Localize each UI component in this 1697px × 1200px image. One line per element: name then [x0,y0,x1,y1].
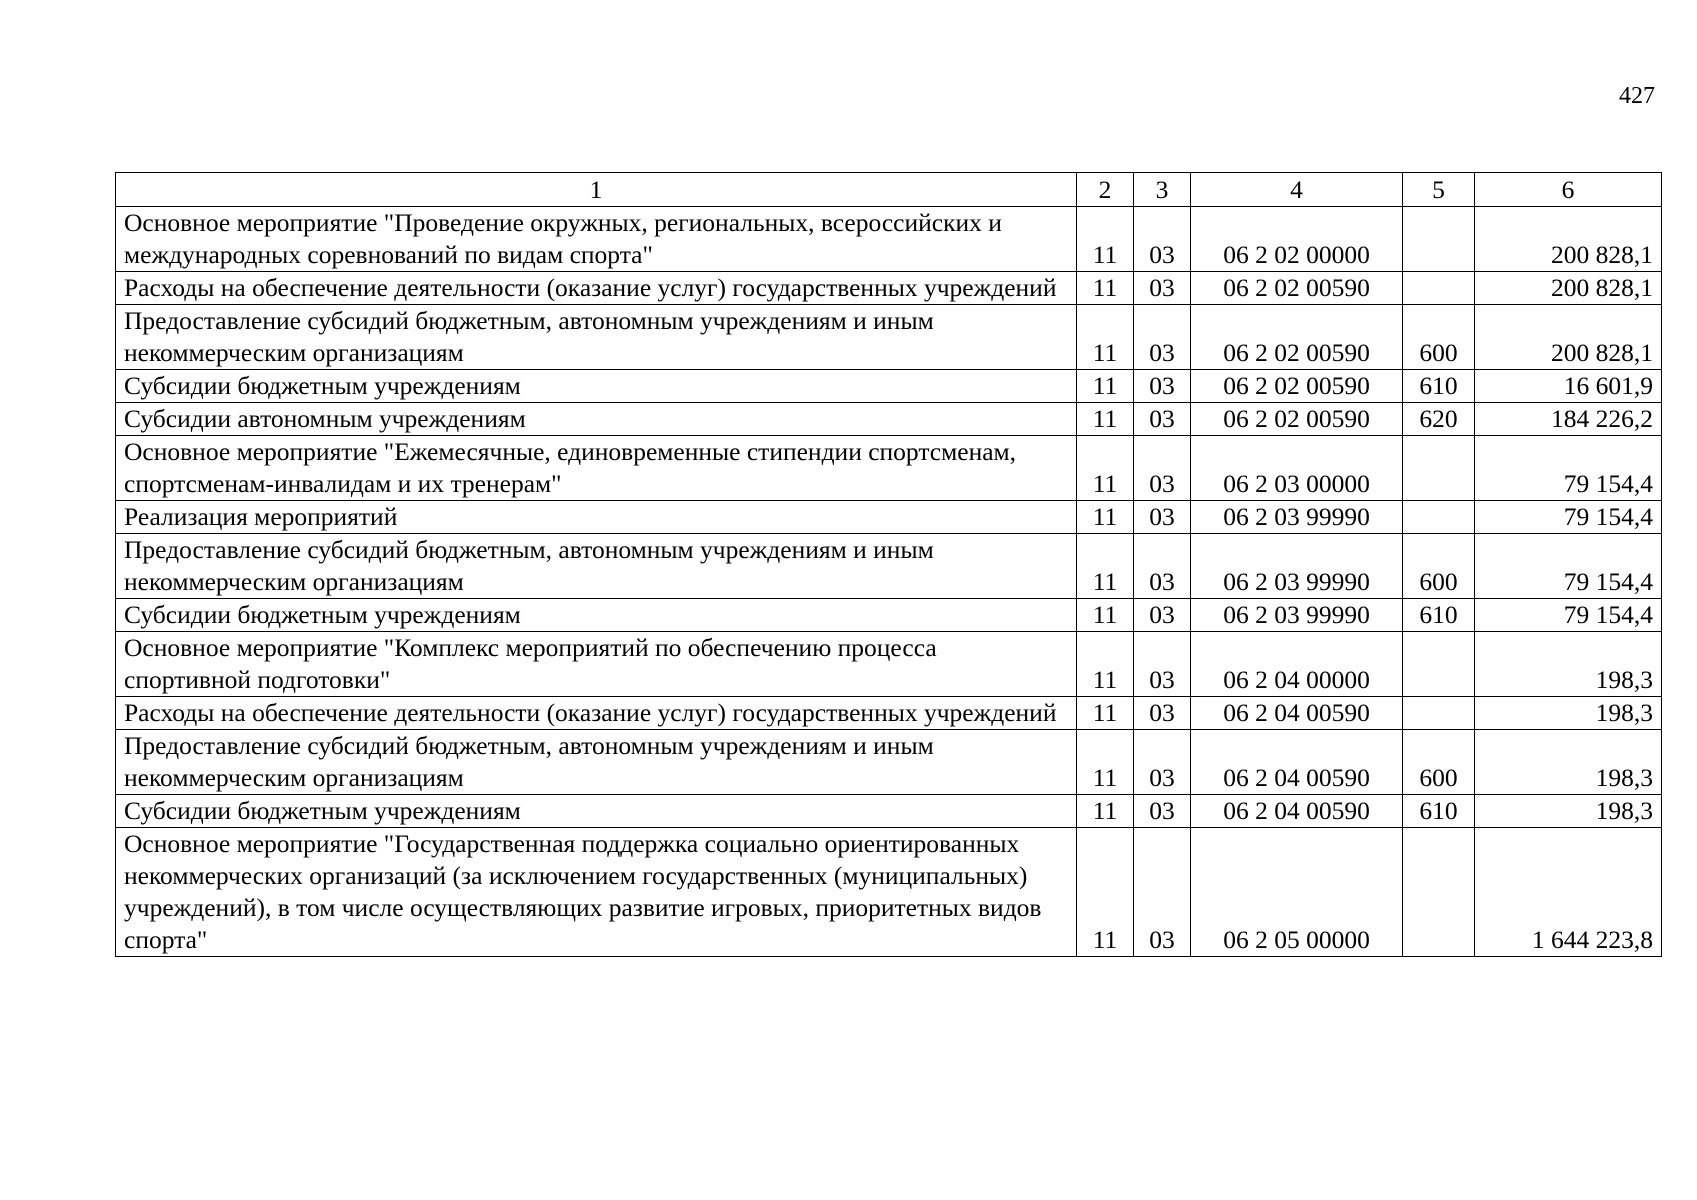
cell-subsection: 03 [1134,697,1191,730]
cell-target-code: 06 2 04 00590 [1191,730,1403,795]
column-header-1: 1 [116,173,1077,207]
cell-subsection: 03 [1134,795,1191,828]
table-header [116,173,1662,207]
table-row [116,403,1662,436]
cell-section: 11 [1077,730,1134,795]
cell-target-code: 06 2 02 00590 [1191,370,1403,403]
cell-section: 11 [1077,501,1134,534]
cell-amount: 79 154,4 [1475,534,1662,599]
cell-expense-type [1403,697,1475,730]
cell-expense-type [1403,828,1475,957]
cell-name: Субсидии бюджетным учреждениям [116,795,1077,828]
cell-name: Основное мероприятие "Государственная поддержка социально ориентированных некоммерческих организаций (за исключением государственных (муниципальных) учреждений), в том числе осуществляющих развитие игровых, приоритетных видов спорта" [116,828,1077,957]
table-row [116,207,1662,272]
column-header-2: 2 [1077,173,1134,207]
cell-amount: 184 226,2 [1475,403,1662,436]
table-body [116,207,1662,957]
cell-expense-type: 600 [1403,534,1475,599]
cell-section: 11 [1077,370,1134,403]
table-row [116,632,1662,697]
column-header-5: 5 [1403,173,1475,207]
cell-section: 11 [1077,697,1134,730]
cell-section: 11 [1077,632,1134,697]
table-row [116,534,1662,599]
cell-expense-type: 610 [1403,795,1475,828]
cell-section: 11 [1077,599,1134,632]
cell-target-code: 06 2 03 99990 [1191,501,1403,534]
cell-name: Основное мероприятие "Ежемесячные, единовременные стипендии спортсменам, спортсменам-инвалидам и их тренерам" [116,436,1077,501]
cell-section: 11 [1077,534,1134,599]
cell-name: Субсидии автономным учреждениям [116,403,1077,436]
cell-name: Предоставление субсидий бюджетным, автономным учреждениям и иным некоммерческим организациям [116,730,1077,795]
table-row [116,697,1662,730]
cell-subsection: 03 [1134,403,1191,436]
cell-target-code: 06 2 05 00000 [1191,828,1403,957]
cell-subsection: 03 [1134,305,1191,370]
cell-expense-type: 620 [1403,403,1475,436]
cell-section: 11 [1077,795,1134,828]
cell-target-code: 06 2 02 00590 [1191,403,1403,436]
cell-expense-type: 610 [1403,370,1475,403]
cell-section: 11 [1077,828,1134,957]
cell-target-code: 06 2 04 00590 [1191,697,1403,730]
cell-amount: 16 601,9 [1475,370,1662,403]
cell-subsection: 03 [1134,632,1191,697]
table-row [116,370,1662,403]
page-number: 427 [1619,83,1655,109]
cell-name: Реализация мероприятий [116,501,1077,534]
cell-amount: 79 154,4 [1475,436,1662,501]
cell-expense-type [1403,632,1475,697]
table-row [116,795,1662,828]
cell-name: Предоставление субсидий бюджетным, автономным учреждениям и иным некоммерческим организациям [116,305,1077,370]
cell-name: Расходы на обеспечение деятельности (оказание услуг) государственных учреждений [116,272,1077,305]
cell-amount: 198,3 [1475,697,1662,730]
header-row [116,173,1662,207]
cell-target-code: 06 2 04 00000 [1191,632,1403,697]
cell-amount: 200 828,1 [1475,305,1662,370]
cell-name: Расходы на обеспечение деятельности (оказание услуг) государственных учреждений [116,697,1077,730]
cell-name: Основное мероприятие "Комплекс мероприятий по обеспечению процесса спортивной подготовки" [116,632,1077,697]
cell-subsection: 03 [1134,599,1191,632]
cell-subsection: 03 [1134,828,1191,957]
cell-section: 11 [1077,436,1134,501]
table-row [116,436,1662,501]
cell-target-code: 06 2 03 99990 [1191,534,1403,599]
cell-amount: 1 644 223,8 [1475,828,1662,957]
cell-subsection: 03 [1134,730,1191,795]
cell-amount: 198,3 [1475,795,1662,828]
cell-subsection: 03 [1134,207,1191,272]
cell-subsection: 03 [1134,436,1191,501]
cell-target-code: 06 2 02 00000 [1191,207,1403,272]
column-header-6: 6 [1475,173,1662,207]
cell-name: Субсидии бюджетным учреждениям [116,370,1077,403]
cell-subsection: 03 [1134,370,1191,403]
cell-target-code: 06 2 02 00590 [1191,272,1403,305]
cell-name: Субсидии бюджетным учреждениям [116,599,1077,632]
cell-amount: 200 828,1 [1475,272,1662,305]
cell-section: 11 [1077,403,1134,436]
cell-name: Основное мероприятие "Проведение окружных, региональных, всероссийских и международных соревнований по видам спорта" [116,207,1077,272]
cell-name: Предоставление субсидий бюджетным, автономным учреждениям и иным некоммерческим организациям [116,534,1077,599]
column-header-3: 3 [1134,173,1191,207]
cell-section: 11 [1077,272,1134,305]
cell-target-code: 06 2 04 00590 [1191,795,1403,828]
cell-section: 11 [1077,207,1134,272]
cell-subsection: 03 [1134,272,1191,305]
cell-target-code: 06 2 03 99990 [1191,599,1403,632]
cell-expense-type [1403,436,1475,501]
table-row [116,599,1662,632]
cell-expense-type [1403,272,1475,305]
table-row [116,272,1662,305]
table-row [116,730,1662,795]
cell-expense-type [1403,501,1475,534]
cell-expense-type: 600 [1403,305,1475,370]
cell-target-code: 06 2 03 00000 [1191,436,1403,501]
cell-amount: 198,3 [1475,730,1662,795]
table-row [116,501,1662,534]
cell-amount: 79 154,4 [1475,599,1662,632]
table-row [116,305,1662,370]
cell-amount: 79 154,4 [1475,501,1662,534]
cell-expense-type: 600 [1403,730,1475,795]
budget-table [115,172,1662,957]
cell-section: 11 [1077,305,1134,370]
cell-subsection: 03 [1134,501,1191,534]
cell-amount: 198,3 [1475,632,1662,697]
column-header-4: 4 [1191,173,1403,207]
cell-target-code: 06 2 02 00590 [1191,305,1403,370]
cell-expense-type: 610 [1403,599,1475,632]
table-row [116,828,1662,957]
cell-amount: 200 828,1 [1475,207,1662,272]
cell-subsection: 03 [1134,534,1191,599]
cell-expense-type [1403,207,1475,272]
